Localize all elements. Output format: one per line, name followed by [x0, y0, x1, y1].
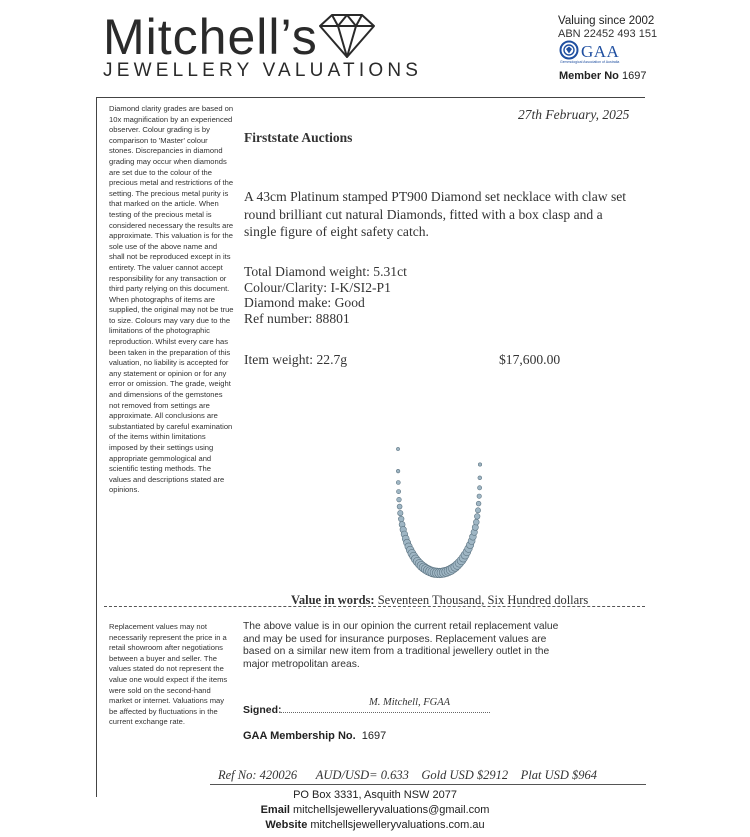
signed-label: Signed:	[243, 704, 282, 716]
necklace-stone	[473, 519, 479, 525]
frame-top-rule	[96, 97, 645, 98]
spec-total-weight: Total Diamond weight: 5.31ct	[244, 264, 407, 279]
spec-colour-clarity: Colour/Clarity: I-K/SI2-P1	[244, 279, 391, 295]
gaa-membership	[243, 730, 386, 742]
signature-name: M. Mitchell, FGAA	[369, 697, 451, 708]
sidebar-notes-lower: Replacement values may not necessarily represent the price in a retail showroom after negotiations between a buyer and seller. The values stated do not represent the value one would expect if the items were sold on the second-hand market or internet. Valuations may be affected by fluctuations in the current exchange rate.	[109, 622, 228, 727]
footer-email-value: mitchellsjewelleryvaluations@gmail.com	[293, 804, 490, 816]
necklace-stone	[397, 504, 402, 509]
necklace-stone	[478, 463, 481, 466]
necklace-stone	[398, 516, 404, 522]
replacement-disclaimer: The above value is in our opinion the current retail replacement value and may be used for insurance purposes. Replacement values are based on a similar new item from a traditional jewellery outlet in the major metropolitan areas.	[243, 621, 559, 670]
necklace-photo	[376, 445, 506, 585]
member-label: Member No	[559, 70, 619, 82]
necklace-stone	[478, 486, 482, 490]
signature-line	[279, 712, 490, 713]
item-weight: Item weight: 22.7g	[244, 352, 348, 367]
necklace-stone	[476, 501, 481, 506]
sidebar-notes-upper: Diamond clarity grades are based on 10x magnification by an experienced observer. Colour grading is by comparison to 'Master' colour stones. Discrepancies in diamond grading may occur when diamonds are set due to the colour of the precious metal and restrictions of the setting. The precious metal purity is that marked on the article. When testing of the precious metal is considered necessary the results are approximate. This valuation is for the sole use of the above name and shall not be reproduced except in its entirety. The valuer cannot accept responsibility for any transaction or third party relying on this document. When photographs of items are supplied, the original may not be true to size. Colours may vary due to the limitations of the photographic reproduction. Whilst every care has been taken in the preparation of this valuation, no liability is accepted for any statement or opinion or for any error or omission. The grade, weight and dimensions of the gemstones not removed from settings are approximate. All conclusions are substantiated by careful examination of the items within limitations imposed by their settings using appropriate gemmological and scientific testing methods. The values and descriptions stated are opinions.	[109, 104, 234, 495]
value-in-words-label: Value in words:	[291, 593, 375, 607]
member-value: 1697	[621, 70, 647, 82]
reference-line	[218, 768, 597, 783]
necklace-stone	[477, 494, 481, 498]
footer-website	[0, 819, 750, 831]
gold-price: Gold USD $2912	[421, 768, 509, 782]
gaa-membership-label: GAA Membership No.	[243, 730, 356, 742]
necklace-stone	[397, 490, 401, 494]
gaa-membership-number: 1697	[361, 730, 387, 742]
client-name: Firststate Auctions	[244, 130, 353, 145]
spec-ref-number: Ref number: 88801	[244, 310, 350, 326]
footer-website-label: Website	[265, 819, 308, 831]
section-divider	[104, 606, 645, 607]
platinum-price: Plat USD $964	[520, 768, 598, 782]
valuing-since: Valuing since 2002	[558, 15, 655, 27]
value-in-words-text: Seventeen Thousand, Six Hundred dollars	[377, 593, 589, 607]
necklace-stone	[396, 469, 400, 473]
footer-email	[0, 804, 750, 816]
footer-address: PO Box 3331, Asquith NSW 2077	[293, 789, 457, 801]
spec-diamond-make: Diamond make: Good	[244, 295, 365, 311]
necklace-stone	[478, 476, 482, 480]
frame-left-rule	[96, 97, 97, 797]
gaa-logo-subtext: Gemmological Association of Australia	[560, 60, 620, 64]
gaa-logo-text: GAA	[581, 42, 620, 61]
reference-rule	[210, 784, 646, 785]
gaa-logo-icon	[559, 40, 579, 60]
necklace-stone	[396, 447, 399, 450]
valuation-date: 27th February, 2025	[518, 107, 630, 122]
brand-subtitle: JEWELLERY VALUATIONS	[103, 60, 423, 81]
necklace-stone	[475, 508, 480, 513]
footer-website-value: mitchellsjewelleryvaluations.com.au	[310, 819, 485, 831]
necklace-stone	[396, 481, 400, 485]
necklace-stone	[398, 510, 403, 515]
ref-number: Ref No: 420026	[218, 768, 298, 782]
footer-email-label: Email	[260, 804, 290, 816]
necklace-stone	[474, 514, 480, 520]
item-description: A 43cm Platinum stamped PT900 Diamond set necklace with claw set round brilliant cut natural Diamonds, fitted with a box clasp and a single figure of eight safety catch.	[244, 189, 627, 239]
necklace-stone	[397, 497, 402, 502]
item-specs	[244, 264, 407, 326]
brand-name: Mitchell’s	[103, 9, 318, 65]
header-info	[558, 15, 657, 41]
aud-usd-rate: AUD/USD= 0.633	[315, 768, 409, 782]
diamond-logo-icon	[316, 12, 378, 60]
abn-number: ABN 22452 493 151	[558, 28, 658, 40]
member-number	[559, 70, 646, 82]
item-price: $17,600.00	[499, 352, 561, 367]
